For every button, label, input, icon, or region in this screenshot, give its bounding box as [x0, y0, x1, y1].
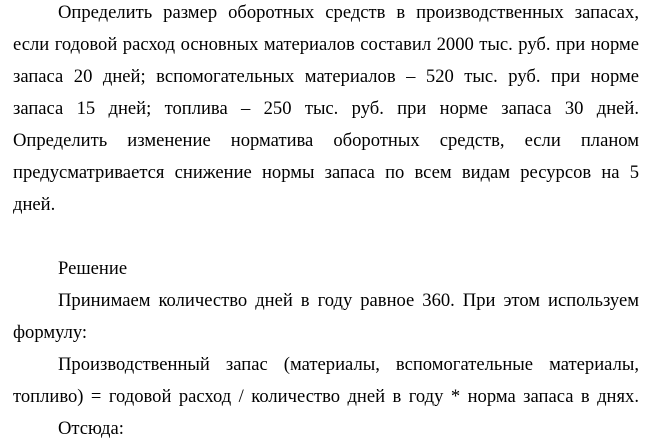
problem-line-5: Определить изменение норматива оборотных средств, если планом: [13, 130, 639, 151]
problem-line-3: запаса 20 дней; вспомогательных материалов – 520 тыс. руб. при норме: [13, 66, 639, 87]
formula-line-2: топливо) = годовой расход / количество дней в году * норма запаса в днях.: [13, 386, 639, 407]
problem-line-2: если годовой расход основных материалов составил 2000 тыс. руб. при норме: [13, 34, 639, 55]
solution-intro-line-1: Принимаем количество дней в году равное 360. При этом используем: [58, 290, 639, 311]
formula-line-1: Производственный запас (материалы, вспомогательные материалы,: [58, 354, 639, 375]
solution-heading: Решение: [58, 258, 128, 279]
hence-label: Отсюда:: [58, 418, 124, 439]
solution-intro-line-2: формулу:: [13, 322, 88, 343]
problem-line-1: Определить размер оборотных средств в производственных запасах,: [58, 2, 639, 23]
problem-line-7: дней.: [13, 194, 56, 215]
problem-line-4: запаса 15 дней; топлива – 250 тыс. руб. при норме запаса 30 дней.: [13, 98, 639, 119]
problem-line-6: предусматривается снижение нормы запаса по всем видам ресурсов на 5: [13, 162, 639, 183]
